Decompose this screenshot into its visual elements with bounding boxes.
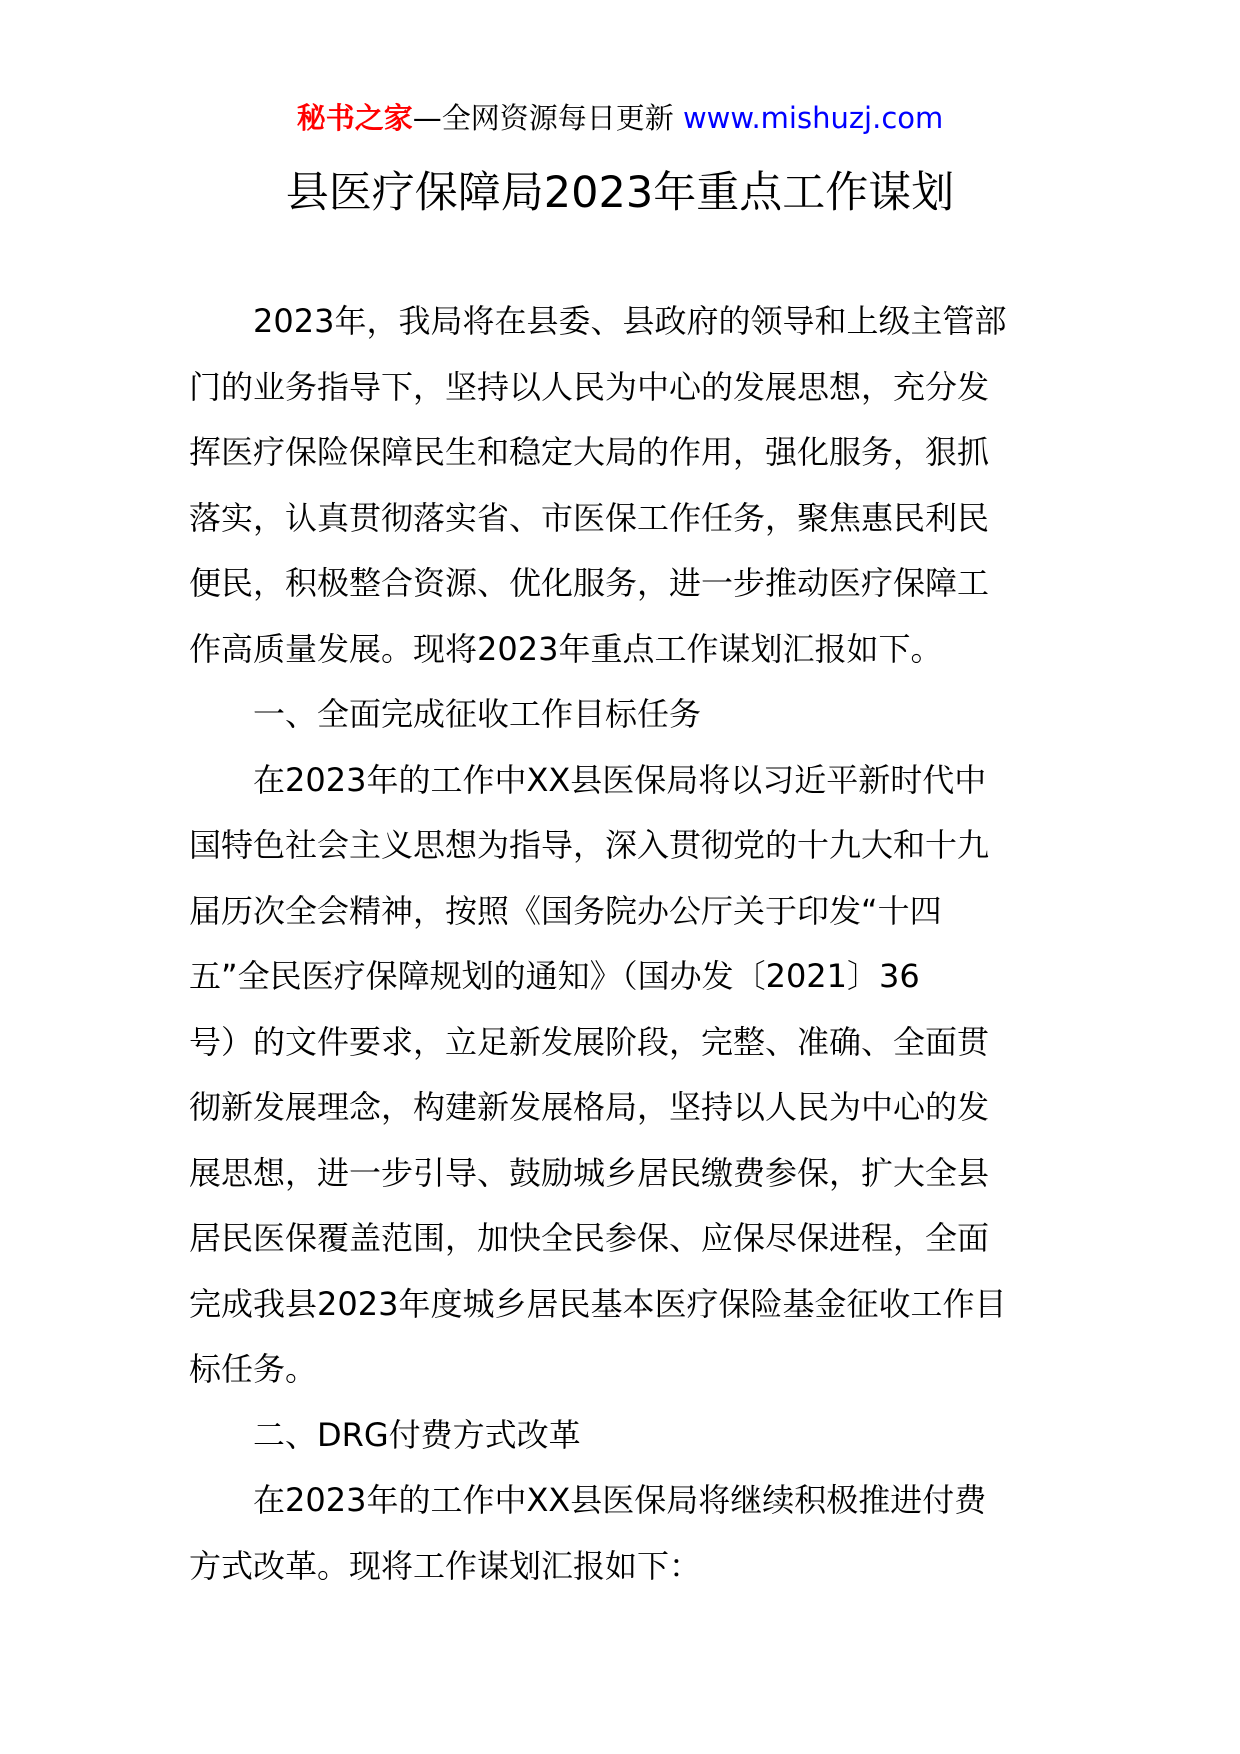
body-line: 完成我县2023年度城乡居民基本医疗保险基金征收工作目 (189, 1284, 1007, 1323)
body-line: 门的业务指导下，坚持以人民为中心的发展思想，充分发 (189, 367, 990, 406)
body-line: 展思想，进一步引导、鼓励城乡居民缴费参保，扩大全县 (189, 1153, 990, 1192)
brand-name: 秘书之家 (296, 101, 413, 135)
body-line: 在2023年的工作中XX县医保局将以习近平新时代中 (189, 760, 987, 799)
body-line: 落实，认真贯彻落实省、市医保工作任务，聚焦惠民利民 (189, 498, 990, 537)
site-header (0, 98, 1240, 138)
body-line: 国特色社会主义思想为指导，深入贯彻党的十九大和十九 (189, 826, 990, 864)
site-url-link[interactable]: www.mishuzj.com (682, 101, 944, 135)
body-line: 标任务。 (189, 1350, 318, 1388)
section-heading-2: 二、DRG付费方式改革 (189, 1415, 581, 1454)
body-line: 在2023年的工作中XX县医保局将继续积极推进付费 (189, 1481, 987, 1519)
body-line: 便民，积极整合资源、优化服务，进一步推动医疗保障工 (189, 564, 990, 602)
body-line: 居民医保覆盖范围，加快全民参保、应保尽保进程，全面 (189, 1219, 990, 1257)
body-line: 2023年，我局将在县委、县政府的领导和上级主管部 (189, 302, 1007, 340)
document-title: 县医疗保障局2023年重点工作谋划 (285, 168, 955, 218)
body-line: 作高质量发展。现将2023年重点工作谋划汇报如下。 (189, 629, 943, 668)
body-line: 五”全民医疗保障规划的通知》（国办发〔2021〕36 (189, 957, 920, 995)
section-heading-1: 一、全面完成征收工作目标任务 (189, 695, 702, 733)
body-line: 届历次全会精神，按照《国务院办公厅关于印发“十四 (189, 891, 942, 930)
body-line: 挥医疗保险保障民生和稳定大局的作用，强化服务，狠抓 (189, 433, 990, 471)
body-line: 号）的文件要求，立足新发展阶段，完整、准确、全面贯 (189, 1022, 990, 1061)
document-body (189, 289, 1060, 1599)
body-line: 彻新发展理念，构建新发展格局，坚持以人民为中心的发 (189, 1088, 990, 1126)
header-slogan: —全网资源每日更新 (412, 101, 674, 135)
body-line: 方式改革。现将工作谋划汇报如下： (189, 1546, 702, 1585)
